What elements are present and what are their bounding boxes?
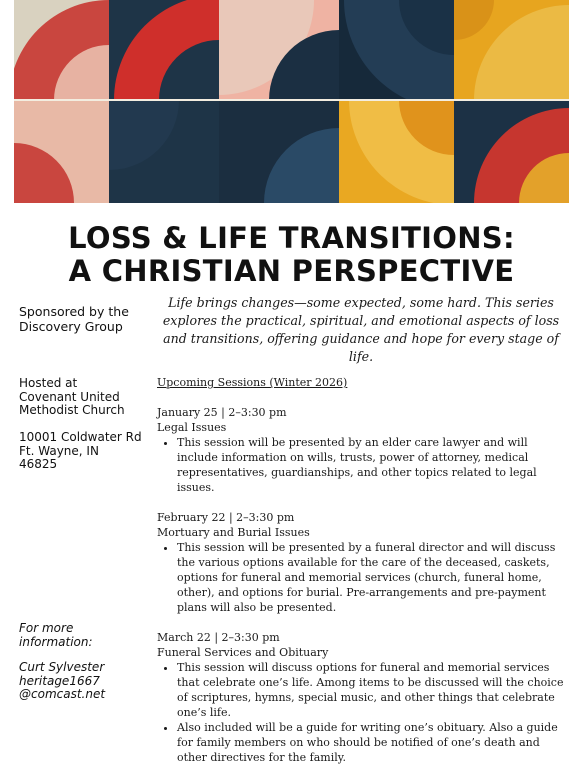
session-february [157,510,569,615]
session-march [157,630,569,765]
info-label [19,622,149,649]
session-topic: Legal Issues [157,421,227,434]
sponsor-block [19,305,149,334]
info-label-line: information: [19,634,93,649]
title-line-1: LOSS & LIFE TRANSITIONS: [68,221,515,255]
title-line-2: A CHRISTIAN PERSPECTIVE [68,254,515,288]
address-line: Ft. Wayne, IN [19,443,99,458]
session-topic: Mortuary and Burial Issues [157,526,310,539]
sponsor-line: Sponsored by the [19,304,129,319]
session-bullets [157,435,569,495]
bullet-item: • This session will discuss options for funeral and memorial services that celebrate one’s life. Among items to be discussed will the choice of scriptures, hymns, special music, and other things that celebrate one’s life. [177,660,569,720]
session-date: March 22 | 2–3:30 pm [157,631,280,644]
session-topic: Funeral Services and Obituary [157,646,329,659]
sessions-section [157,375,569,780]
contact-name: Curt Sylvester [19,660,105,674]
address-line: 10001 Coldwater Rd [19,430,142,444]
address-block [19,431,149,472]
session-january [157,405,569,495]
intro-paragraph: Life brings changes—some expected, some hard. This series explores the practical, spiritual, and emotional aspects of loss and transitions, offering guidance and hope for every stage of life. [162,295,560,364]
contact-email-line: @comcast.net [19,687,106,701]
session-date: February 22 | 2–3:30 pm [157,511,295,524]
host-block [19,377,149,418]
bullet-item: • This session will be presented by an elder care lawyer and will include information on wills, trusts, power of attorney, medical representatives, guardianships, and other topics related to legal issues. [177,435,569,495]
host-line: Hosted at [19,376,78,390]
contact-email-line: heritage1667 [19,673,100,688]
info-label-line: For more [19,621,74,635]
bullet-item: • Also included will be a guide for writing one’s obituary. Also a guide for family members on who should be notified of one’s death and other directives for the family. [177,720,569,765]
bullet-item: • This session will be presented by a funeral director and will discuss the various options available for the care of the deceased, caskets, options for funeral and memorial services (church, funeral home, other), and options for burial. Pre-arrangements and pre-payment plans will also be presented. [177,540,569,615]
session-bullets [157,660,569,765]
address-line: 46825 [19,457,58,471]
host-line: Methodist Church [19,403,125,417]
sponsor-line: Discovery Group [19,318,123,334]
host-line: Covenant United [19,389,120,404]
contact-block [19,661,149,702]
upcoming-heading: Upcoming Sessions (Winter 2026) [157,376,348,389]
session-date: January 25 | 2–3:30 pm [157,406,287,419]
banner-artwork [14,0,569,203]
page-title [0,222,583,288]
abstract-art-icon [14,0,569,203]
session-bullets [157,540,569,615]
